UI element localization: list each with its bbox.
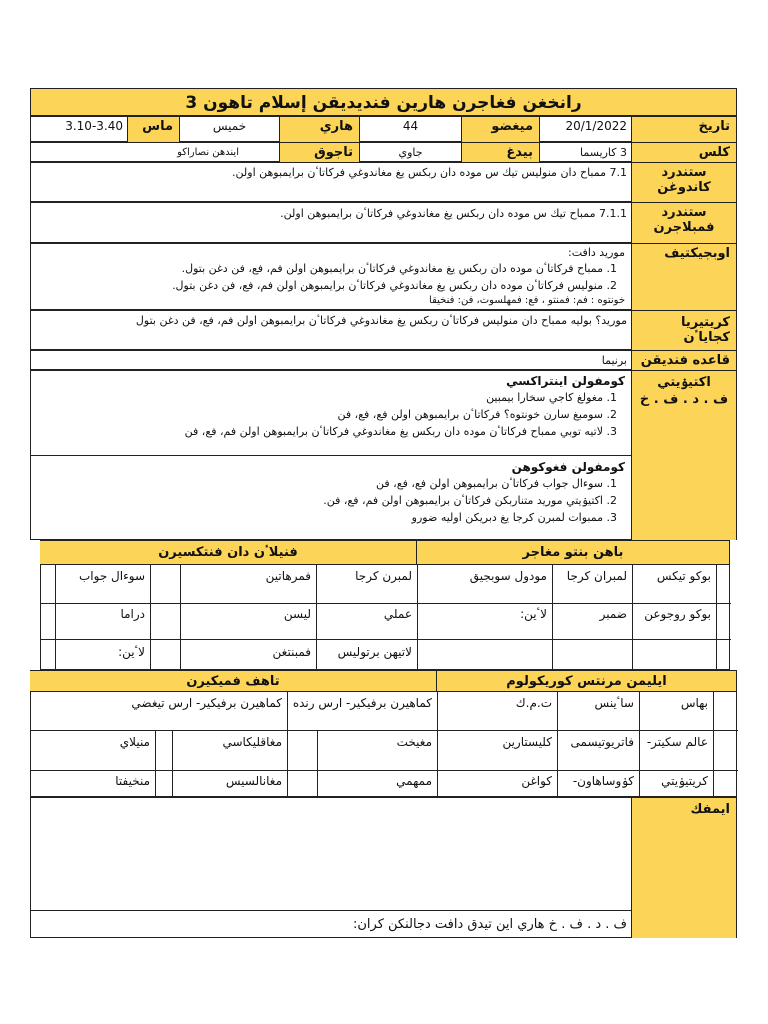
label-aktiviti-cell bbox=[631, 371, 736, 540]
value-standard-kandungan: 7.1 ممباح دان منوليس تيك س موده دان ربكس يغ مغاندوغي فركاتاٴن برايمبوهن اولن. bbox=[232, 166, 627, 179]
interaksi-item: 2. سومبغ سارن خونتوه؟ فركاتاٴن برايمبوهن اولن فع، فع، فن bbox=[36, 406, 603, 423]
tahap-menganalisis: مغانالسيس bbox=[225, 774, 282, 788]
label-kelas: كلس bbox=[631, 143, 736, 162]
elemen-kreativiti: كريتيۏيتي bbox=[661, 774, 708, 788]
elemen-kewangan: كواغن bbox=[521, 774, 552, 788]
label-bidang: بيدغ bbox=[461, 143, 539, 162]
nilai-pembentangan: فمبنتغن bbox=[272, 645, 311, 659]
objektif-list bbox=[36, 260, 625, 294]
row-date bbox=[30, 116, 737, 142]
penilaian-title: فنيلاٴن دان فنتكسيرن bbox=[40, 541, 416, 565]
fokus-list bbox=[36, 475, 625, 526]
plan-title: رانخغن فغاجرن هارين فنديديقن إسلام تاهون 3 bbox=[30, 88, 737, 116]
value-masa: 3.10-3.40 bbox=[65, 119, 123, 133]
interaksi-list bbox=[36, 389, 625, 440]
aktiviti-interaksi bbox=[30, 371, 631, 456]
row-impak bbox=[30, 797, 737, 938]
label-kriteria: كريتيريا كجاياٴن bbox=[631, 311, 736, 350]
bahan-buku-teks: بوكو تيكس bbox=[656, 569, 711, 583]
interaksi-item: 1. مغولغ كاجي سخارا بيمبين bbox=[36, 389, 603, 406]
row-standard-kandungan bbox=[30, 162, 737, 202]
elemen-keusahawanan: كۏوساهاون- bbox=[572, 774, 634, 788]
bahan-gambar: ضمبر bbox=[599, 607, 627, 621]
label-tarikh: تاريخ bbox=[631, 117, 736, 142]
value-standard-pembelajaran: 7.1.1 ممباح تيك س موده دان ربكس يغ مغاندوغي فركاتاٴن برايمبوهن اولن. bbox=[280, 207, 627, 220]
value-bidang: جاوي bbox=[359, 143, 461, 162]
objektif-item: 1. ممباح فركاتاٴن موده دان ربكس يغ مغاندوغي فركاتاٴن برايمبوهن اولن فم، فع، فن دغن بتول. bbox=[36, 260, 603, 277]
value-tajuk: ايندهن نصاراكو bbox=[177, 147, 239, 158]
nilai-latihan-bertulis: لاتيهن برتوليس bbox=[337, 645, 412, 659]
objektif-item: 2. منوليس فركاتاٴن موده دان ربكس يغ مغاندوغي فركاتاٴن برايمبوهن اولن فم، فع، فن دغن بتول. bbox=[36, 277, 603, 294]
label-standard-kandungan: ستندرد كاندوغن bbox=[631, 163, 736, 202]
elemen-sains: ساٴينس bbox=[594, 696, 634, 710]
label-objektif: اوبجيكتيف bbox=[631, 244, 736, 310]
label-impak: ايمفك bbox=[631, 798, 736, 938]
elemen-tmk: ت.م.ك bbox=[515, 696, 552, 710]
tahap-kbat-tinggi: كماهيرن برفيكير- ارس تيغضي bbox=[131, 696, 282, 710]
elemen-alam-sekitar: عالم سكيتر- bbox=[646, 735, 708, 749]
elemen-mengingat: مغيخت bbox=[396, 735, 432, 749]
elemen-kbat-rendah: كماهيرن برفيكير- ارس رنده bbox=[292, 696, 432, 710]
fokus-title: كومفولن فغوكوهن bbox=[511, 460, 625, 474]
value-kaedah: برنيما bbox=[601, 354, 627, 367]
fokus-item: 2. اكتيۏيتي موريد متناربكن فركاتاٴن برايمبوهن اولن فم، فع، فن. bbox=[36, 492, 603, 509]
label-aktiviti: اكتيۏيتي bbox=[657, 375, 711, 390]
label-minggu: ميغضو bbox=[461, 117, 539, 142]
fokus-item: 1. سوءال جواب فركاتاٴن برايمبوهن اولن فع، فع، فن bbox=[36, 475, 603, 492]
row-aktiviti bbox=[30, 370, 737, 540]
nilai-soal-jawab: سوءال جواب bbox=[78, 569, 145, 583]
elemen-memahami: ممهمي bbox=[396, 774, 432, 788]
impak-footer: ف . د . ف . خ هاري اين تيدق دافت دجالنكن كران: bbox=[30, 910, 631, 938]
tahap-title: تاهف فميكيرن bbox=[30, 671, 436, 692]
interaksi-title: كومفولن اينتراكسي bbox=[506, 374, 625, 388]
elemen-bahasa: بهاس bbox=[680, 696, 708, 710]
value-minggu: 44 bbox=[359, 117, 461, 142]
label-standard-pembelajaran: ستندرد فمبلاجرن bbox=[631, 203, 736, 243]
bahan-penilaian-table bbox=[40, 540, 730, 670]
value-tarikh: 20/1/2022 bbox=[539, 117, 631, 142]
nilai-drama: دراما bbox=[120, 607, 145, 621]
aktiviti-fokus bbox=[30, 457, 631, 540]
nilai-lain: لاٴين: bbox=[118, 645, 145, 659]
elemen-kelestarian: كليستارين bbox=[502, 735, 552, 749]
elemen-patriotisme: فاتريوتيسمى bbox=[570, 735, 634, 749]
label-kaedah: قاعده فنديقن bbox=[631, 351, 736, 370]
nilai-amali: عملي bbox=[383, 607, 412, 621]
label-hari: هاري bbox=[279, 117, 359, 142]
elemen-title: ايليمن مرنتس كوريكولوم bbox=[436, 671, 736, 692]
row-class bbox=[30, 142, 737, 162]
interaksi-item: 3. لاتيه توبي ممباح فركاتاٴن موده دان ربكس يغ مغاندوغي فركاتاٴن برايمبوهن اولن فم، فع، فن bbox=[36, 423, 603, 440]
fokus-item: 3. ممبوات لمبرن كرجا يغ دبريكن اوليه ضورو bbox=[36, 509, 603, 526]
nilai-pemerhatian: فمرهاتين bbox=[265, 569, 311, 583]
objektif-note: خونتوه : فم: فمنتو ، فع: فمهلسوت، فن: فنخيقا bbox=[429, 295, 625, 306]
nilai-lisan: ليسن bbox=[283, 607, 311, 621]
label-tajuk: تاجوق bbox=[279, 143, 359, 162]
objektif-content bbox=[30, 244, 631, 310]
row-kriteria bbox=[30, 310, 737, 350]
row-standard-pembelajaran bbox=[30, 202, 737, 243]
nilai-lembaran-kerja: لمبرن كرجا bbox=[355, 569, 412, 583]
value-kelas: 3 كاريسما bbox=[539, 143, 631, 162]
bahan-buku-rujukan: بوكو روجوعن bbox=[644, 607, 711, 621]
row-objektif bbox=[30, 243, 737, 310]
bahan-title: باهن بنتو مغاجر bbox=[416, 541, 729, 565]
bahan-lembaran-kerja: لمبران كرجا bbox=[566, 569, 627, 583]
label-aktiviti-sub: ف . د . ف . خ bbox=[639, 392, 729, 407]
elemen-tahap-table bbox=[30, 670, 737, 797]
tahap-menilai: منيلاي bbox=[119, 735, 150, 749]
tahap-mencipta: منخيفتا bbox=[115, 774, 150, 788]
bahan-lain: لاٴين: bbox=[520, 607, 547, 621]
label-masa: ماس bbox=[127, 117, 179, 142]
value-kriteria: موريد؟ بوليه ممباح دان منوليس فركاتاٴن ربكس يغ مغاندوغي فركاتاٴن برايمبوهن اولن فم، فع، فن دغن بتول bbox=[135, 314, 627, 327]
tahap-mengaplikasi: مغاقليكاسي bbox=[222, 735, 282, 749]
objektif-intro: موريد دافت: bbox=[568, 246, 625, 259]
row-kaedah bbox=[30, 350, 737, 370]
bahan-modul: مودول سوبجيق bbox=[469, 569, 547, 583]
value-hari: خميس bbox=[179, 117, 279, 142]
